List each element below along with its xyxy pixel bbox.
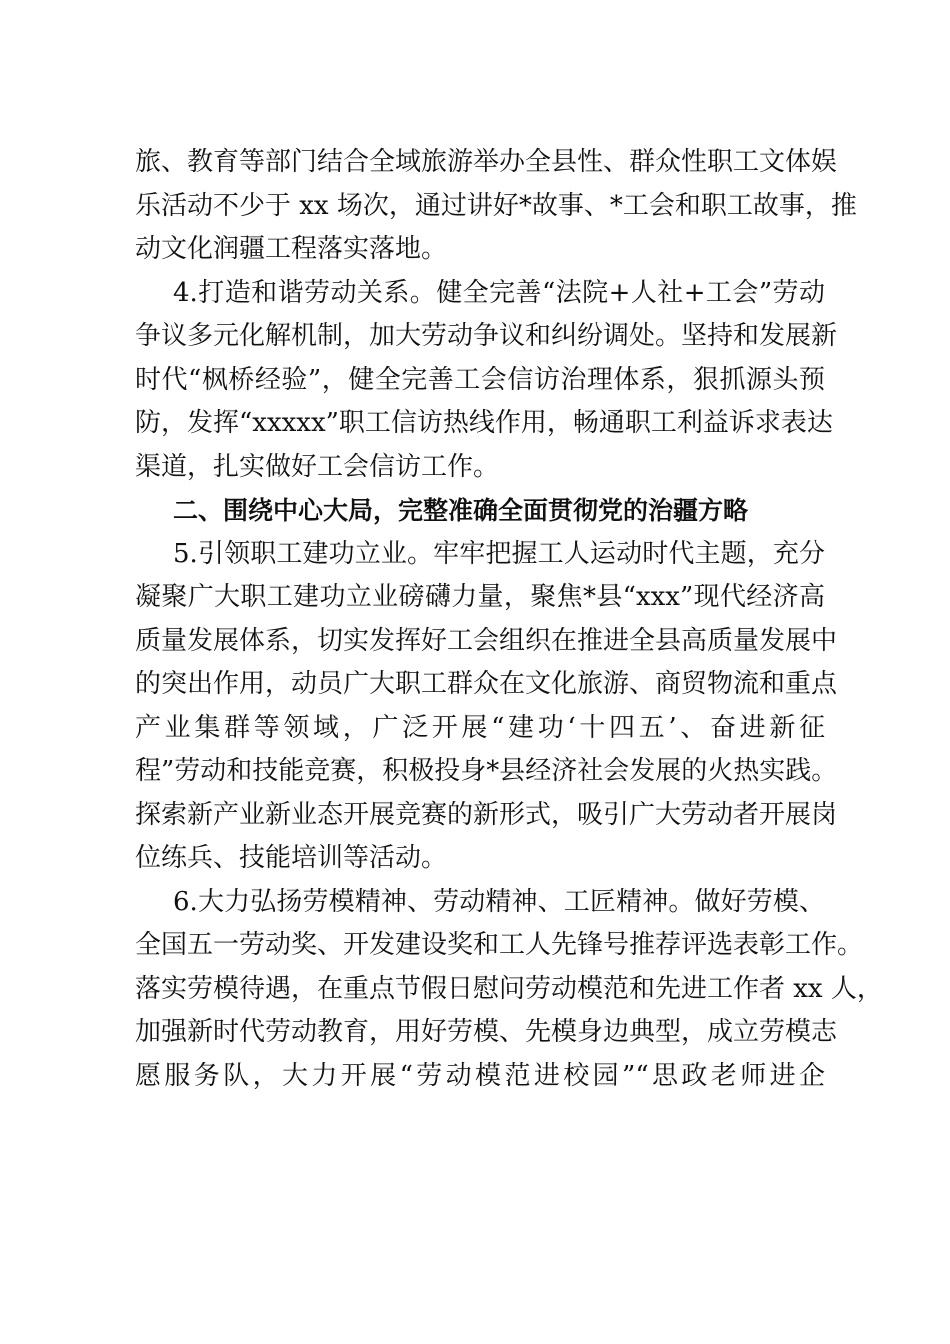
text-line: 防，发挥“xxxxx”职工信访热线作用，畅通职工利益诉求表达: [135, 408, 833, 438]
text-line: 乐活动不少于 xx 场次，通过讲好*故事、*工会和职工故事，推: [135, 190, 857, 221]
text-line: 位练兵、技能培训等活动。: [135, 843, 448, 873]
text-line: 程”劳动和技能竞赛，积极投身*县经济社会发展的火热实践。: [135, 756, 838, 786]
text-line: 质量发展体系，切实发挥好工会组织在推进全县高质量发展中: [135, 625, 838, 656]
text-line: 愿服务队，大力开展“劳动模范进校园”“思政老师进企: [135, 1060, 825, 1091]
text-line: 探索新产业新业态开展竞赛的新形式，吸引广大劳动者开展岗: [135, 799, 838, 830]
text-line: 落实劳模待遇，在重点节假日慰问劳动模范和先进工作者 xx 人，: [135, 973, 883, 1004]
text-line: 旅、教育等部门结合全域旅游举办全县性、群众性职工文体娱: [135, 147, 838, 177]
text-line: 争议多元化解机制，加大劳动争议和纠纷调处。坚持和发展新: [135, 321, 838, 351]
text-line: 时代“枫桥经验”，健全完善工会信访治理体系，狠抓源头预: [135, 364, 825, 395]
text-line: 加强新时代劳动教育，用好劳模、先模身边典型，成立劳模志: [135, 1017, 838, 1047]
text-line: 5.引领职工建功立业。牢牢把握工人运动时代主题，充分: [173, 538, 825, 569]
text-line: 凝聚广大职工建功立业磅礴力量，聚焦*县“xxx”现代经济高: [135, 582, 825, 612]
text-line: 渠道，扎实做好工会信访工作。: [135, 451, 500, 482]
text-line: 6.大力弘扬劳模精神、劳动精神、工匠精神。做好劳模、: [173, 886, 825, 917]
text-line: 的突出作用，动员广大职工群众在文化旅游、商贸物流和重点: [135, 669, 838, 699]
text-line: 动文化润疆工程落实落地。: [135, 234, 448, 264]
document-body: [135, 141, 883, 1098]
section-heading: 二、围绕中心大局，完整准确全面贯彻党的治疆方略: [173, 496, 749, 525]
text-line: 产业集群等领域，广泛开展“建功‘十四五’、奋进新征: [135, 712, 825, 743]
text-line: 4.打造和谐劳动关系。健全完善“法院+人社+工会”劳动: [173, 277, 825, 308]
text-line: 全国五一劳动奖、开发建设奖和工人先锋号推荐评选表彰工作。: [135, 930, 864, 960]
